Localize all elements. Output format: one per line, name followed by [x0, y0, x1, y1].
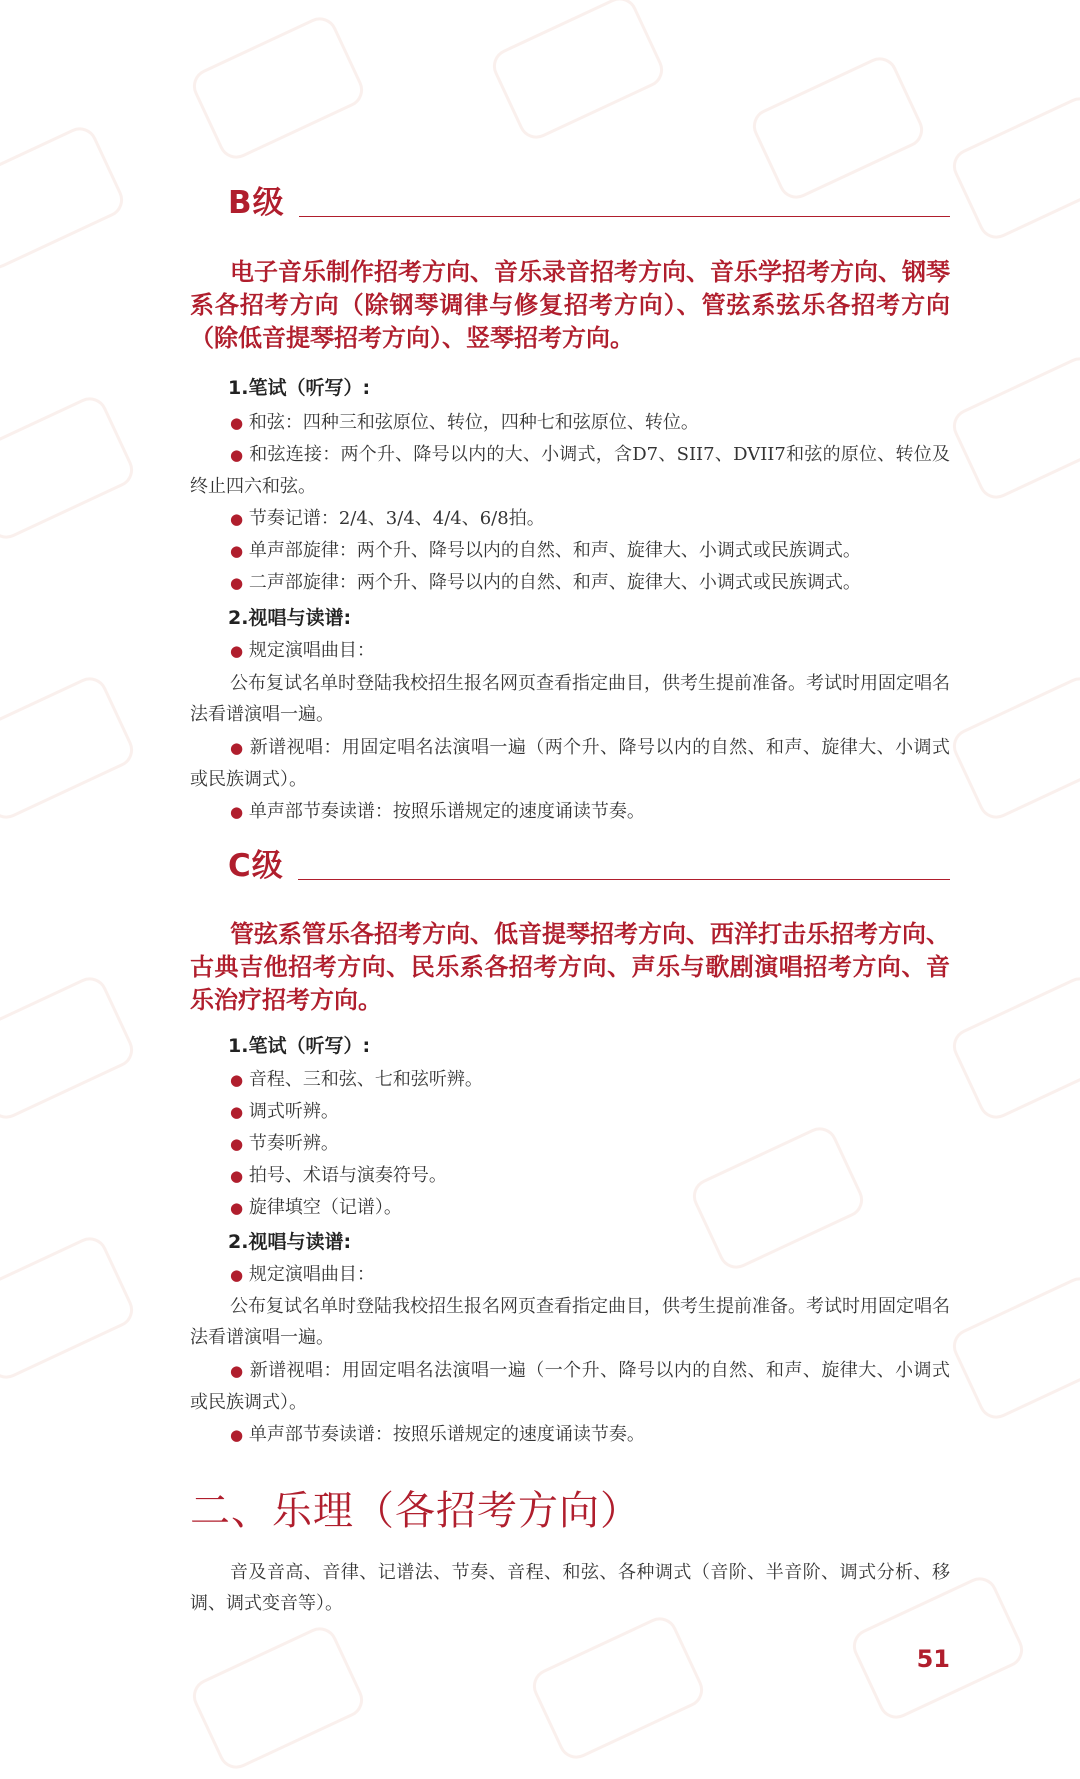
list-item	[190, 535, 950, 567]
watermark-logo	[0, 972, 139, 1125]
list-item-text: 规定演唱曲目：	[248, 1264, 375, 1285]
list-item-text: 新谱视唱：用固定唱名法演唱一遍（两个升、降号以内的自然、和声、旋律大、小调式或民族调式）。	[190, 737, 950, 790]
watermark-logo	[0, 1232, 139, 1385]
b-level-heading	[228, 185, 950, 221]
list-item-text: 调式听辨。	[248, 1101, 339, 1122]
watermark-logo	[947, 1272, 1080, 1425]
c-level-heading	[228, 848, 950, 884]
b-written-title: 1.笔试（听写）:	[228, 377, 371, 399]
list-item	[190, 1096, 950, 1128]
watermark-logo	[947, 672, 1080, 825]
list-item	[190, 1355, 950, 1418]
heading-rule	[299, 216, 950, 217]
bullet-icon: ●	[230, 1199, 244, 1217]
watermark-logo	[0, 672, 139, 825]
c-sight-title: 2.视唱与读谱:	[228, 1231, 352, 1253]
list-item-text: 节奏听辨。	[248, 1133, 339, 1154]
paragraph: 公布复试名单时登陆我校招生报名网页查看指定曲目，供考生提前准备。考试时用固定唱名法看谱演唱一遍。	[190, 673, 950, 725]
watermark-logo	[527, 1612, 709, 1765]
list-item-text: 规定演唱曲目：	[248, 640, 375, 661]
c-level-directions: 管弦系管乐各招考方向、低音提琴招考方向、西洋打击乐招考方向、古典吉他招考方向、民乐系各招考方向、声乐与歌剧演唱招考方向、音乐治疗招考方向。	[190, 920, 950, 1014]
bullet-icon: ●	[230, 542, 244, 560]
list-item-text: 和弦：四种三和弦原位、转位，四种七和弦原位、转位。	[248, 412, 699, 433]
watermark-logo	[947, 352, 1080, 505]
list-item	[190, 732, 950, 795]
watermark-logo	[947, 92, 1080, 245]
watermark-logo	[947, 972, 1080, 1125]
bullet-icon: ●	[230, 1103, 244, 1121]
list-item-text: 拍号、术语与演奏符号。	[248, 1165, 447, 1186]
list-item	[190, 439, 950, 502]
list-item	[190, 1128, 950, 1160]
list-item	[190, 407, 950, 439]
theory-section-title: 二、乐理（各招考方向）	[190, 1488, 641, 1534]
bullet-icon: ●	[230, 1266, 244, 1284]
list-item	[190, 1419, 950, 1451]
watermark-logo	[747, 52, 929, 205]
list-item-text: 新谱视唱：用固定唱名法演唱一遍（一个升、降号以内的自然、和声、旋律大、小调式或民族调式）。	[190, 1360, 950, 1413]
watermark-logo	[487, 0, 669, 144]
bullet-icon: ●	[230, 446, 244, 464]
list-item	[190, 567, 950, 599]
watermark-logo	[0, 122, 129, 275]
page-number: 51	[916, 1645, 950, 1673]
c-written-title: 1.笔试（听写）:	[228, 1035, 371, 1057]
list-item-text: 单声部旋律：两个升、降号以内的自然、和声、旋律大、小调式或民族调式。	[248, 540, 861, 561]
bullet-icon: ●	[230, 1167, 244, 1185]
list-item	[190, 635, 950, 667]
bullet-icon: ●	[230, 739, 244, 757]
bullet-icon: ●	[230, 1071, 244, 1089]
bullet-icon: ●	[230, 642, 244, 660]
list-item-text: 单声部节奏读谱：按照乐谱规定的速度诵读节奏。	[248, 801, 645, 822]
bullet-icon: ●	[230, 510, 244, 528]
bullet-icon: ●	[230, 1362, 244, 1380]
list-item-text: 和弦连接：两个升、降号以内的大、小调式，含D7、SII7、DVII7和弦的原位、转位及终止四六和弦。	[190, 444, 950, 497]
watermark-logo	[0, 392, 139, 545]
bullet-icon: ●	[230, 1426, 244, 1444]
theory-paragraph: 音及音高、音律、记谱法、节奏、音程、和弦、各种调式（音阶、半音阶、调式分析、移调、调式变音等）。	[190, 1562, 950, 1614]
bullet-icon: ●	[230, 414, 244, 432]
list-item-text: 音程、三和弦、七和弦听辨。	[248, 1069, 483, 1090]
list-item	[190, 1259, 950, 1291]
list-item	[190, 503, 950, 535]
watermark-logo	[187, 1622, 369, 1775]
list-item-text: 节奏记谱：2/4、3/4、4/4、6/8拍。	[248, 508, 545, 529]
list-item	[190, 1192, 950, 1224]
list-item-text: 单声部节奏读谱：按照乐谱规定的速度诵读节奏。	[248, 1424, 645, 1445]
bullet-icon: ●	[230, 574, 244, 592]
list-item	[190, 1064, 950, 1096]
list-item	[190, 1160, 950, 1192]
list-item-text: 二声部旋律：两个升、降号以内的自然、和声、旋律大、小调式或民族调式。	[248, 572, 861, 593]
bullet-icon: ●	[230, 803, 244, 821]
bullet-icon: ●	[230, 1135, 244, 1153]
b-sight-title: 2.视唱与读谱:	[228, 607, 352, 629]
b-level-directions: 电子音乐制作招考方向、音乐录音招考方向、音乐学招考方向、钢琴系各招考方向（除钢琴调律与修复招考方向）、管弦系弦乐各招考方向（除低音提琴招考方向）、竖琴招考方向。	[190, 258, 950, 352]
watermark-logo	[187, 12, 369, 165]
paragraph: 公布复试名单时登陆我校招生报名网页查看指定曲目，供考生提前准备。考试时用固定唱名法看谱演唱一遍。	[190, 1296, 950, 1348]
heading-rule	[298, 879, 950, 880]
b-level-label: B级	[228, 185, 285, 221]
c-level-label: C级	[228, 848, 284, 884]
list-item	[190, 796, 950, 828]
list-item-text: 旋律填空（记谱）。	[248, 1197, 402, 1218]
